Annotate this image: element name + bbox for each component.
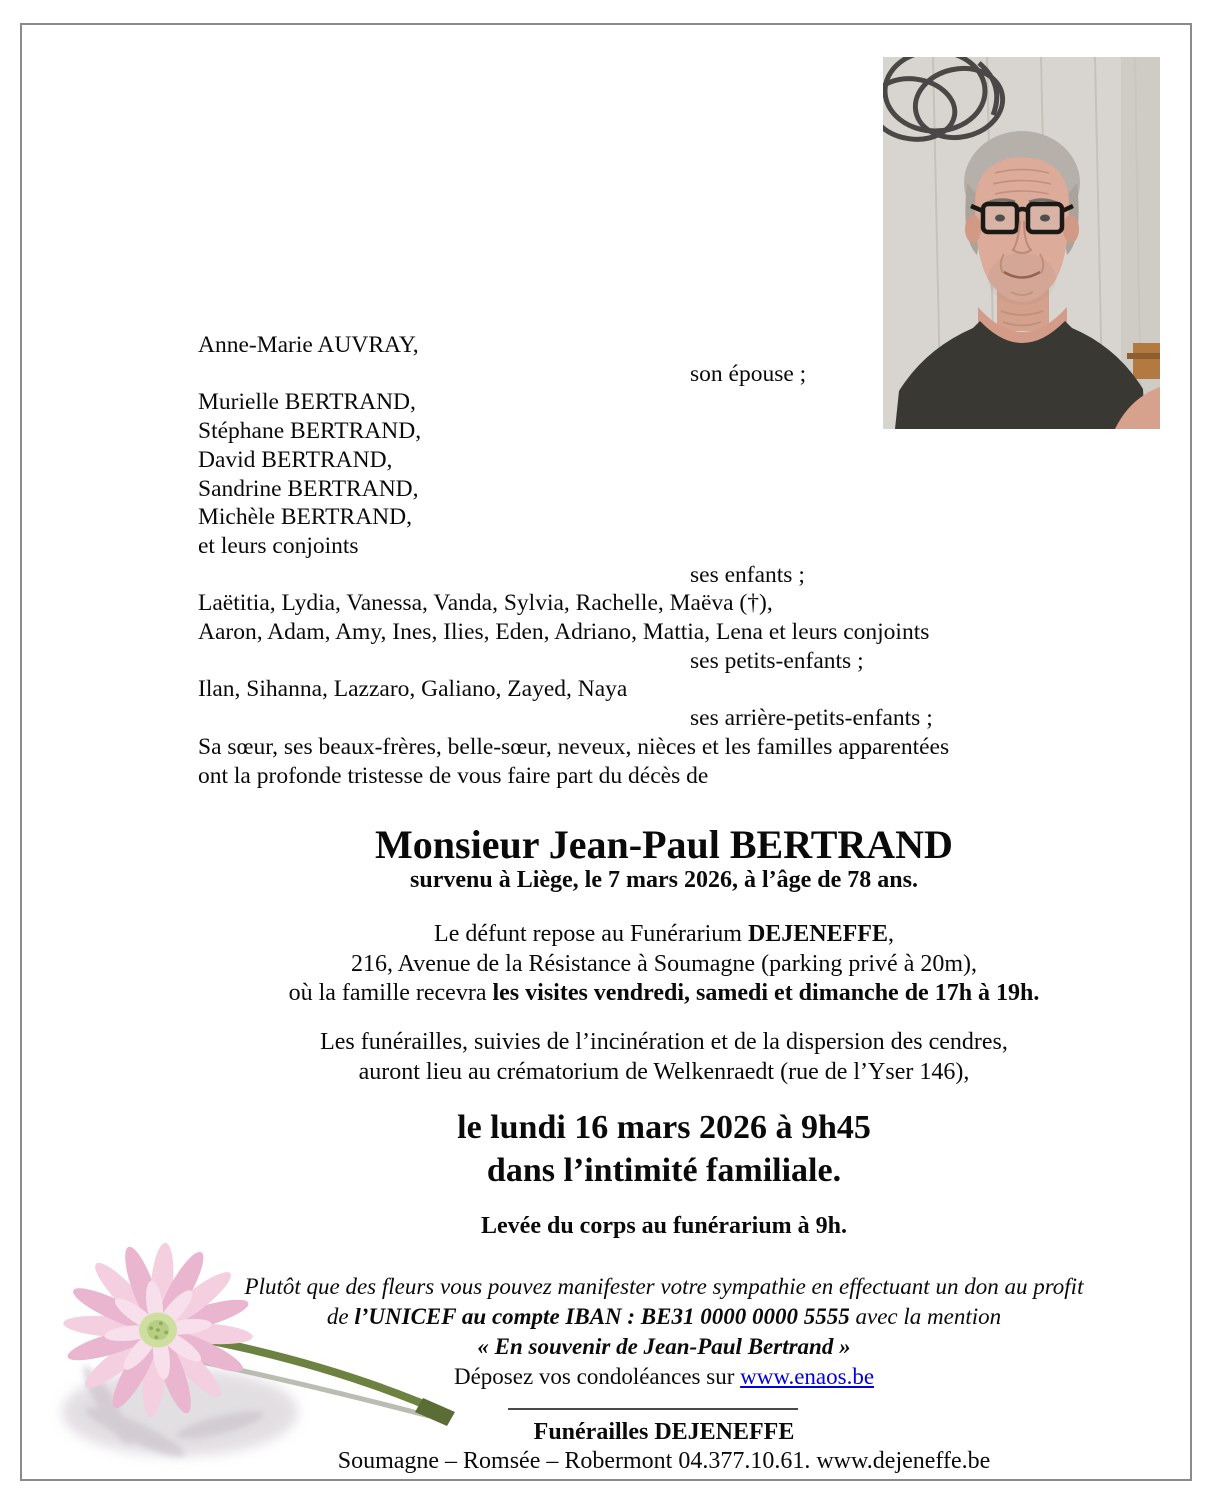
death-info-line: survenu à Liège, le 7 mars 2026, à l’âge de 78 ans. bbox=[410, 867, 918, 893]
great-grandchildren-relation-line: ses arrière-petits-enfants ; bbox=[690, 705, 933, 732]
condolences-text: Déposez vos condoléances sur bbox=[453, 1364, 741, 1389]
funeral-block bbox=[190, 1028, 1138, 1087]
spouse-name-line: Anne-Marie AUVRAY, bbox=[198, 332, 419, 358]
spouse-relation-line: son épouse ; bbox=[690, 360, 807, 387]
closing-line: Sa sœur, ses beaux-frères, belle-sœur, neveux, nièces et les familles apparentées bbox=[198, 733, 950, 760]
stem-tip bbox=[415, 1398, 455, 1426]
repose-line-1-text: Le défunt repose au Funérarium bbox=[434, 921, 748, 947]
child-name-line: Murielle BERTRAND, bbox=[198, 389, 416, 416]
child-name-line: et leurs conjoints bbox=[198, 532, 359, 559]
repose-block bbox=[190, 920, 1138, 1009]
ear-right bbox=[1063, 215, 1079, 243]
ceremony-date-block bbox=[190, 1106, 1138, 1192]
repose-line-1-comma: , bbox=[887, 921, 894, 947]
repose-line-1 bbox=[190, 920, 1138, 950]
grandchildren-names-line: Aaron, Adam, Amy, Ines, Ilies, Eden, Adriano, Mattia, Lena et leurs conjoints bbox=[198, 619, 930, 646]
donation-iban: l’UNICEF au compte IBAN : BE31 0000 0000 5555 bbox=[354, 1304, 850, 1329]
ear-left bbox=[965, 215, 981, 243]
child-name-line: Stéphane BERTRAND, bbox=[198, 418, 422, 445]
child-name-line: David BERTRAND, bbox=[198, 446, 393, 473]
flower-image bbox=[15, 1240, 490, 1490]
visits-schedule: les visites vendredi, samedi et dimanche de 17h à 19h. bbox=[492, 980, 1040, 1006]
levee-line: Levée du corps au funérarium à 9h. bbox=[481, 1213, 847, 1239]
ceremony-date-line: le lundi 16 mars 2026 à 9h45 bbox=[457, 1109, 871, 1146]
child-name-line: Sandrine BERTRAND, bbox=[198, 475, 419, 502]
donation-line-1: Plutôt que des fleurs vous pouvez manifester votre sympathie en effectuant un don au profit bbox=[244, 1274, 1084, 1299]
family-list bbox=[198, 331, 1148, 790]
funeral-company-name: Funérailles DEJENEFFE bbox=[533, 1419, 795, 1445]
stubble-shade bbox=[988, 253, 1056, 305]
grandchildren-relation-line: ses petits-enfants ; bbox=[690, 647, 864, 674]
funeral-line-1: Les funérailles, suivies de l’incinération et de la dispersion des cendres, bbox=[320, 1029, 1008, 1055]
great-grandchildren-names-line: Ilan, Sihanna, Lazzaro, Galiano, Zayed, Naya bbox=[198, 676, 628, 703]
footer-divider bbox=[508, 1408, 798, 1410]
children-relation-line: ses enfants ; bbox=[690, 561, 805, 588]
repose-address-line: 216, Avenue de la Résistance à Soumagne (parking privé à 20m), bbox=[350, 950, 978, 977]
funeral-company-locations: Soumagne – Romsée – Robermont 04.377.10.61. www.dejeneffe.be bbox=[337, 1448, 991, 1474]
condolences-link[interactable]: www.enaos.be bbox=[740, 1364, 875, 1389]
donation-mention-line: « En souvenir de Jean-Paul Bertrand » bbox=[477, 1334, 851, 1359]
donation-line-2-post: avec la mention bbox=[849, 1304, 1002, 1329]
ceremony-privacy-line: dans l’intimité familiale. bbox=[486, 1152, 842, 1189]
visits-line-pre: où la famille recevra bbox=[288, 980, 493, 1006]
donation-line-2-pre: de bbox=[326, 1304, 355, 1329]
grandchildren-names-line: Laëtitia, Lydia, Vanessa, Vanda, Sylvia, Rachelle, Maëva (†), bbox=[198, 590, 773, 617]
visits-line bbox=[190, 979, 1138, 1009]
closing-line: ont la profonde tristesse de vous faire part du décès de bbox=[198, 762, 709, 789]
deceased-name-title: Monsieur Jean-Paul BERTRAND bbox=[375, 822, 953, 867]
funeral-home-name: DEJENEFFE bbox=[747, 921, 888, 947]
child-name-line: Michèle BERTRAND, bbox=[198, 504, 412, 531]
funeral-line-2: auront lieu au crématorium de Welkenraedt (rue de l’Yser 146), bbox=[358, 1058, 970, 1085]
